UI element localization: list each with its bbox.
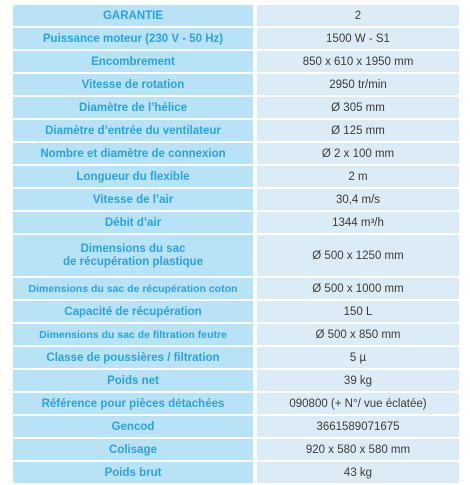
spec-label-line: de récupération plastique — [63, 255, 203, 268]
spec-label: Puissance moteur (230 V - 50 Hz) — [13, 28, 257, 49]
spec-label: Référence pour pièces détachées — [13, 393, 257, 414]
spec-value: 850 x 610 x 1950 mm — [257, 51, 459, 72]
spec-value: Ø 500 x 850 mm — [257, 324, 459, 345]
spec-label: Capacité de récupération — [13, 301, 257, 322]
spec-value: 920 x 580 x 580 mm — [257, 439, 459, 460]
spec-row-diametre-helice — [13, 97, 459, 118]
spec-row-garantie — [13, 5, 459, 26]
spec-row-debit-air — [13, 212, 459, 233]
spec-label: Diamètre de l’hélice — [13, 97, 257, 118]
spec-value: 5 µ — [257, 347, 459, 368]
spec-row-sac-plastique — [13, 235, 459, 276]
spec-value: 090800 (+ N°/ vue éclatée) — [257, 393, 459, 414]
spec-value: 150 L — [257, 301, 459, 322]
spec-label: Dimensions du sac de récupération coton — [13, 278, 257, 299]
spec-value: 2 m — [257, 166, 459, 187]
spec-label: Colisage — [13, 439, 257, 460]
spec-row-sac-coton — [13, 278, 459, 299]
spec-label: Poids net — [13, 370, 257, 391]
spec-value: 43 kg — [257, 462, 459, 483]
spec-value: Ø 500 x 1000 mm — [257, 278, 459, 299]
spec-value: 2950 tr/min — [257, 74, 459, 95]
spec-label: Gencod — [13, 416, 257, 437]
spec-row-puissance-moteur — [13, 28, 459, 49]
spec-label: Vitesse de rotation — [13, 74, 257, 95]
spec-row-capacite — [13, 301, 459, 322]
spec-row-poids-net — [13, 370, 459, 391]
spec-value: 2 — [257, 5, 459, 26]
spec-row-encombrement — [13, 51, 459, 72]
spec-row-vitesse-rotation — [13, 74, 459, 95]
spec-row-longueur-flexible — [13, 166, 459, 187]
spec-label: Longueur du flexible — [13, 166, 257, 187]
spec-value: 30,4 m/s — [257, 189, 459, 210]
spec-value: 1344 m³/h — [257, 212, 459, 233]
spec-row-gencod — [13, 416, 459, 437]
spec-label: Encombrement — [13, 51, 257, 72]
spec-label: Débit d’air — [13, 212, 257, 233]
spec-label: Nombre et diamètre de connexion — [13, 143, 257, 164]
spec-label: Classe de poussières / filtration — [13, 347, 257, 368]
spec-value: 1500 W - S1 — [257, 28, 459, 49]
spec-value: 3661589071675 — [257, 416, 459, 437]
spec-label: GARANTIE — [13, 5, 257, 26]
spec-label: Poids brut — [13, 462, 257, 483]
spec-value: Ø 2 x 100 mm — [257, 143, 459, 164]
spec-value: 39 kg — [257, 370, 459, 391]
spec-value: Ø 500 x 1250 mm — [257, 235, 459, 276]
spec-label: Diamètre d’entrée du ventilateur — [13, 120, 257, 141]
spec-row-vitesse-air — [13, 189, 459, 210]
spec-row-classe-poussieres — [13, 347, 459, 368]
spec-row-sac-feutre — [13, 324, 459, 345]
spec-row-colisage — [13, 439, 459, 460]
specifications-table — [13, 3, 459, 485]
spec-label-line: Dimensions du sac — [80, 242, 186, 255]
spec-label: Vitesse de l’air — [13, 189, 257, 210]
spec-row-connexion — [13, 143, 459, 164]
spec-label — [13, 235, 257, 276]
spec-row-diametre-entree — [13, 120, 459, 141]
spec-value: Ø 125 mm — [257, 120, 459, 141]
spec-label: Dimensions du sac de filtration feutre — [13, 324, 257, 345]
spec-row-reference — [13, 393, 459, 414]
spec-value: Ø 305 mm — [257, 97, 459, 118]
spec-row-poids-brut — [13, 462, 459, 483]
